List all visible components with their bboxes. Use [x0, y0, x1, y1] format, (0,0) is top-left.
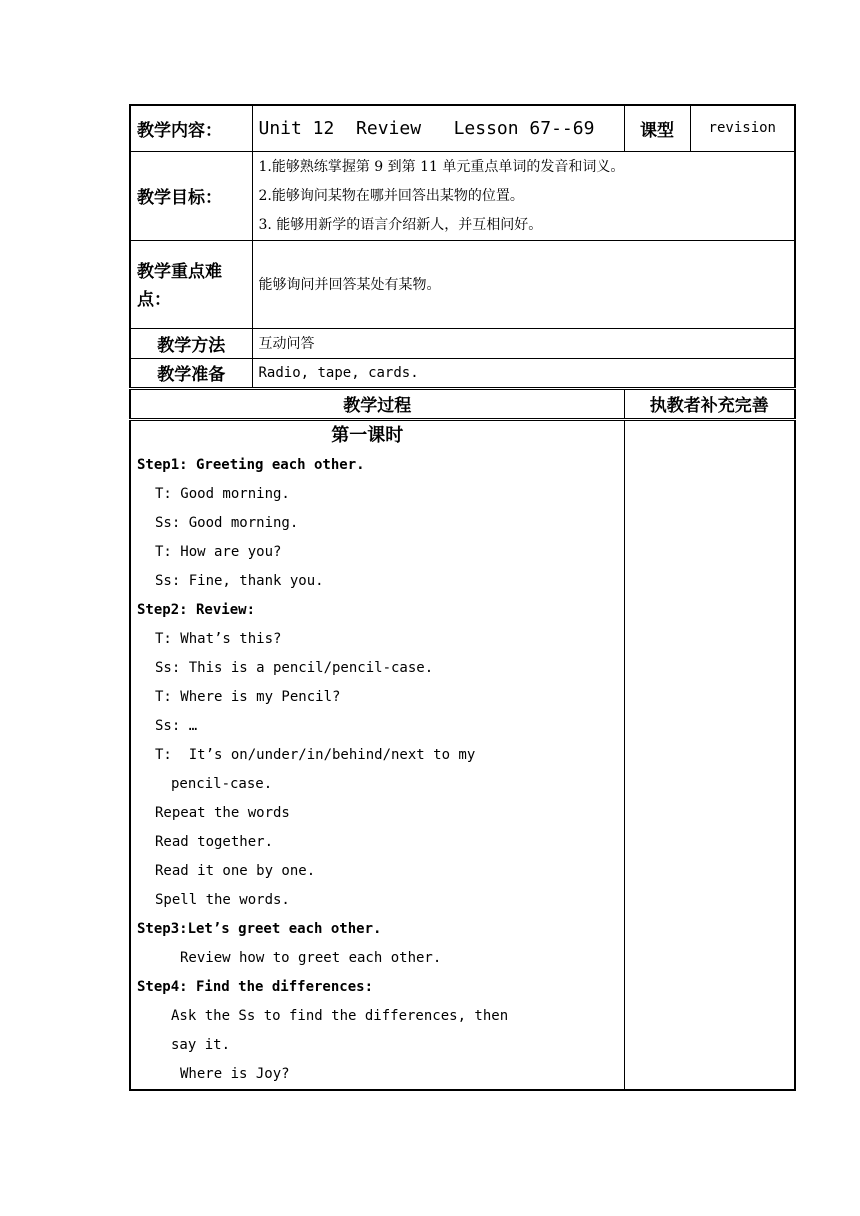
prep-row: [130, 358, 795, 388]
lesson-plan-table: [129, 104, 796, 1091]
goals-label: 教学目标：: [130, 151, 252, 240]
process-left-cell: [130, 419, 624, 1090]
lesson-line: pencil-case.: [171, 775, 273, 792]
goals-row: [130, 151, 795, 240]
lesson-line: Ss: This is a pencil/pencil-case.: [155, 659, 434, 676]
lesson-line: Spell the words.: [155, 891, 290, 908]
prep-label: 教学准备: [130, 358, 252, 388]
lesson-title: 第一课时: [331, 424, 404, 446]
key-points-label: 教学重点难点：: [130, 240, 252, 328]
step-3-heading: Step3:Let’s greet each other.: [137, 920, 382, 937]
type-label: 课型: [624, 105, 690, 151]
goal-item-1: 1.能够熟练掌握第 9 到第 11 单元重点单词的发音和词义。: [258, 158, 625, 175]
content-value: Unit 12 Review Lesson 67--69: [252, 105, 624, 151]
key-points-value: 能够询问并回答某处有某物。: [252, 240, 795, 328]
lesson-line: T: Where is my Pencil?: [155, 688, 341, 705]
lesson-line: T: What’s this?: [155, 630, 282, 647]
supplement-cell: [624, 419, 795, 1090]
lesson-line: Where is Joy?: [180, 1065, 290, 1082]
lesson-line: say it.: [171, 1036, 231, 1053]
lesson-line: T: It’s on/under/in/behind/next to my: [155, 746, 476, 763]
lesson-line: T: How are you?: [155, 543, 282, 560]
lesson-line: Read it one by one.: [155, 862, 316, 879]
lesson-line: Repeat the words: [155, 804, 290, 821]
step-4-heading: Step4: Find the differences:: [137, 978, 374, 995]
lesson-line: Review how to greet each other.: [180, 949, 442, 966]
step-1-heading: Step1: Greeting each other.: [137, 456, 365, 473]
process-header-right: 执教者补充完善: [624, 388, 795, 419]
content-label: 教学内容：: [130, 105, 252, 151]
goals-cell: [252, 151, 795, 240]
key-points-row: [130, 240, 795, 328]
goal-item-3: 3. 能够用新学的语言介绍新人，并互相问好。: [258, 216, 543, 233]
type-value: revision: [690, 105, 795, 151]
method-value: 互动问答: [252, 328, 795, 358]
lesson-line: Read together.: [155, 833, 274, 850]
process-header-left: 教学过程: [130, 388, 624, 419]
goal-item-2: 2.能够询问某物在哪并回答出某物的位置。: [258, 187, 524, 204]
process-header-row: [130, 388, 795, 419]
method-row: [130, 328, 795, 358]
lesson-line: Ss: …: [155, 717, 198, 734]
lesson-line: Ask the Ss to find the differences, then: [171, 1007, 509, 1024]
prep-value: Radio, tape, cards.: [252, 358, 795, 388]
process-body-row: [130, 419, 795, 1090]
lesson-plan: [129, 104, 794, 1091]
step-2-heading: Step2: Review:: [137, 601, 256, 618]
lesson-line: Ss: Fine, thank you.: [155, 572, 324, 589]
lesson-line: Ss: Good morning.: [155, 514, 299, 531]
lesson-line: T: Good morning.: [155, 485, 290, 502]
content-row: [130, 105, 795, 151]
method-label: 教学方法: [130, 328, 252, 358]
